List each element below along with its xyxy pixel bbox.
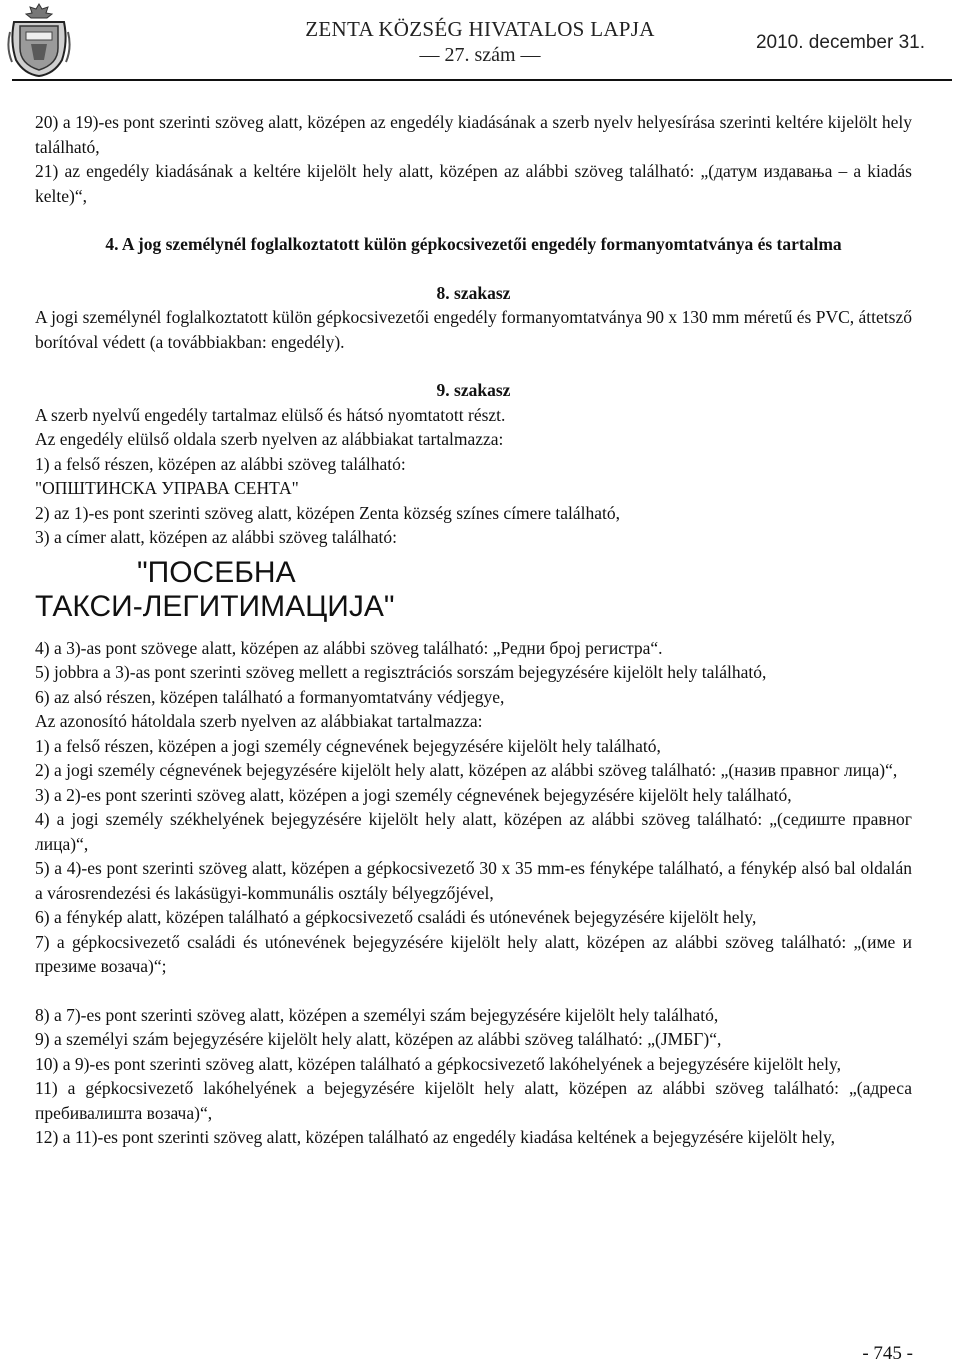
section-8-text: A jogi személynél foglalkoztatott külön gépkocsivezetői engedély formanyomtatványa 90 x 130 mm méretű és PVC, áttetsző borítóval védett (a továbbiakban: engedély). xyxy=(35,307,912,352)
list-item: 5) jobbra a 3)-as pont szerinti szöveg mellett a regisztrációs sorszám bejegyzésére kijelölt hely található, xyxy=(35,662,767,682)
list-item: Az azonosító hátoldala szerb nyelven az alábbiakat tartalmazza: xyxy=(35,711,483,731)
list-item: 7) a gépkocsivezető családi és utónevének bejegyzésére kijelölt hely alatt, középen az alábbi szöveg található: „(име и презиме возача)“; xyxy=(35,931,912,976)
list-item: 8) a 7)-es pont szerinti szöveg alatt, középen a személyi szám bejegyzésére kijelölt hely található, xyxy=(35,1004,719,1025)
issue-number: — 27. szám — xyxy=(419,44,541,66)
list-item: 1) a felső részen, középen a jogi személy cégnevének bejegyzésére kijelölt hely található, xyxy=(35,735,661,756)
spacer xyxy=(35,257,912,281)
list-item: 4) a jogi személy székhelyének bejegyzésére kijelölt hely alatt, középen az alábbi szöveg található: „(седиште правног лица)“, xyxy=(35,809,912,854)
section-title: 4. A jog személynél foglalkoztatott külön gépkocsivezetői engedély formanyomtatványa és tartalma xyxy=(105,234,842,254)
page-header xyxy=(0,0,960,80)
list-item: 10) a 9)-es pont szerinti szöveg alatt, középen található a gépkocsivezető lakóhelyének a bejegyzésére kijelölt hely, xyxy=(35,1053,841,1074)
list-item: 6) a fénykép alatt, középen található a gépkocsivezető családi és utónevének bejegyzésére kijelölt hely, xyxy=(35,907,757,927)
issue-date: 2010. december 31. xyxy=(755,32,925,53)
s9-line: 3) a címer alatt, középen az alábbi szöveg található: xyxy=(35,527,397,547)
s9-line: 2) az 1)-es pont szerinti szöveg alatt, középen Zenta község színes címere található, xyxy=(35,502,621,523)
paragraph-item-20: 20) a 19)-es pont szerinti szöveg alatt, középen az engedély kiadásának a szerb nyelv helyesírása szerinti keltére kijelölt hely található, xyxy=(35,112,912,157)
section-9-heading: 9. szakasz xyxy=(436,380,511,400)
paragraph-item-21: 21) az engedély kiadásának a keltére kijelölt hely alatt, középen az alábbi szöveg található: „(датум издавања – a kiadás kelte)“, xyxy=(35,161,912,206)
issue-label: 27. szám xyxy=(444,44,516,66)
list-item: 9) a személyi szám bejegyzésére kijelölt hely alatt, középen az alábbi szöveg található: „(ЈМБГ)“, xyxy=(35,1029,722,1049)
s9-line: 1) a felső részen, középen az alábbi szöveg található: xyxy=(35,453,406,474)
list-item: 2) a jogi személy cégnevének bejegyzésére kijelölt hely alatt, középen az alábbi szöveg található: „(назив правног лица)“, xyxy=(35,760,898,780)
s9-line: A szerb nyelvű engedély tartalmaz elülső és hátsó nyomtatott részt. xyxy=(35,404,506,425)
list-item: 11) a gépkocsivezető lakóhelyének a bejegyzésére kijelölt hely alatt, középen az alábbi szöveg található: „(адреса пребивалишта возача)“, xyxy=(35,1078,912,1123)
page-number: - 745 - xyxy=(862,1343,913,1364)
list-item: 4) a 3)-as pont szövege alatt, középen az alábbi szöveg található: „Редни број регистра“. xyxy=(35,637,663,658)
s9-line: Az engedély elülső oldala szerb nyelven az alábbiakat tartalmazza: xyxy=(35,429,504,449)
list-item: 6) az alsó részen, középen található a formanyomtatvány védjegye, xyxy=(35,686,505,707)
list-item: 12) a 11)-es pont szerinti szöveg alatt, középen található az engedély kiadása keltének a bejegyzésére kijelölt hely, xyxy=(35,1127,835,1147)
journal-title: ZENTA KÖZSÉG HIVATALOS LAPJA xyxy=(305,17,655,41)
large-text-line-1: "ПОСЕБНА xyxy=(137,555,296,589)
spacer xyxy=(35,354,912,378)
large-text-line-2: ТАКСИ-ЛЕГИТИМАЦИЈА" xyxy=(35,589,395,623)
s9-line: "ОПШТИНСКА УПРАВА СЕНТА" xyxy=(35,478,299,498)
section-8-heading: 8. szakasz xyxy=(436,282,511,303)
spacer xyxy=(35,979,912,1003)
document-body xyxy=(35,110,912,1150)
spacer xyxy=(35,208,912,232)
list-item: 3) a 2)-es pont szerinti szöveg alatt, középen a jogi személy cégnevének bejegyzésére kijelölt hely található, xyxy=(35,784,792,805)
header-rule xyxy=(12,79,952,81)
coat-of-arms-icon xyxy=(6,2,72,78)
list-item: 5) a 4)-es pont szerinti szöveg alatt, középen a gépkocsivezető 30 x 35 mm-es fényképe található, a fénykép alsó bal oldalán a városrendezési és lakásügyi-kommunális osztály bélyegzőjével, xyxy=(35,858,912,903)
